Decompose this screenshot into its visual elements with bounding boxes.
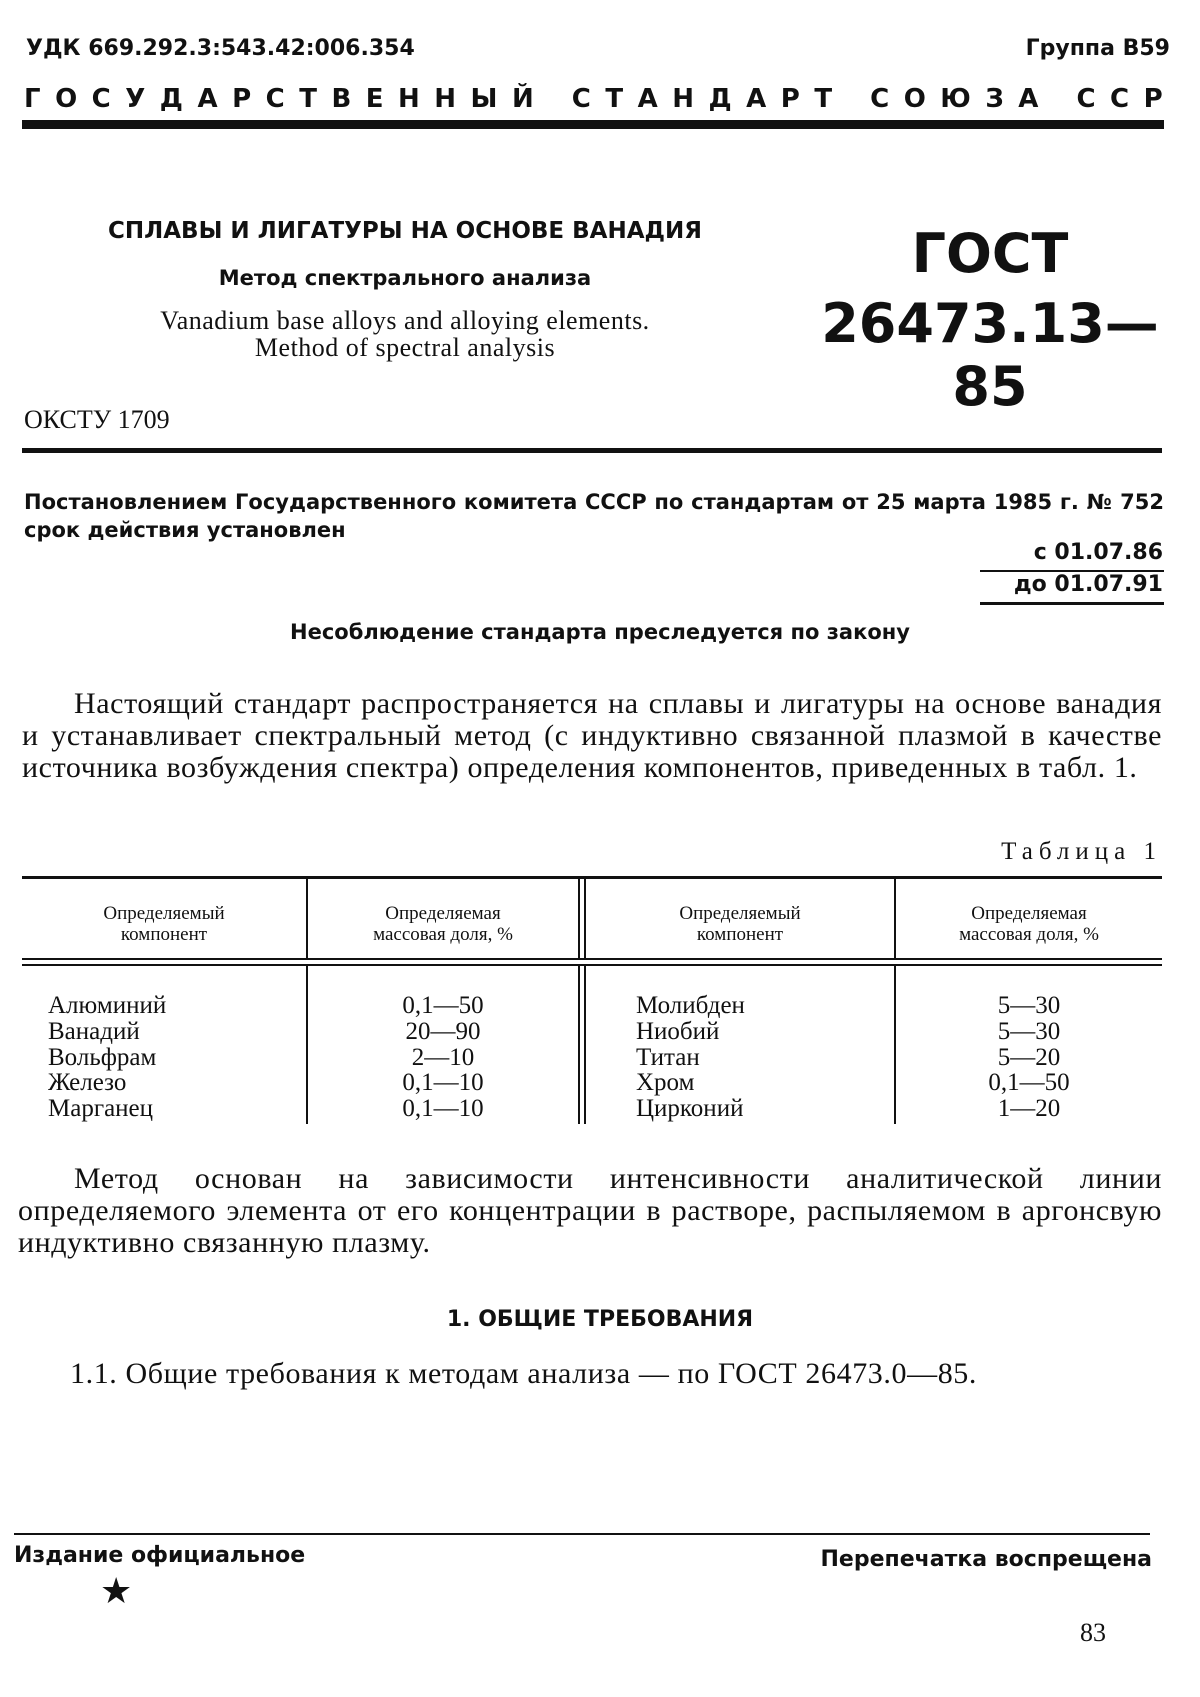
- state-standard-heading: ГОСУДАРСТВЕННЫЙ СТАНДАРТ СОЮЗА ССР: [24, 84, 1178, 114]
- table-cell-range: 2—10: [411, 1044, 475, 1071]
- table-header-component: [586, 903, 894, 945]
- table-header-fraction: [308, 903, 578, 945]
- okstu-code: ОКСТУ 1709: [24, 405, 170, 434]
- edition-label: Издание официальное: [14, 1543, 306, 1568]
- table-cell-component: Хром: [636, 1069, 695, 1096]
- table-cell-range: 20—90: [405, 1018, 481, 1045]
- table-cell-range: 0,1—10: [402, 1095, 484, 1122]
- table-cell-range: 5—20: [997, 1044, 1061, 1071]
- table-cell-range: 5—30: [997, 1018, 1061, 1045]
- header-line: Определяемая: [971, 903, 1087, 924]
- udk-code: УДК 669.292.3:543.42:006.354: [26, 36, 415, 61]
- table-cell-component: Молибден: [636, 992, 745, 1019]
- table-cell-range: 0,1—10: [402, 1069, 484, 1096]
- table-cell-component: Вольфрам: [48, 1044, 157, 1071]
- gost-label: ГОСТ: [911, 222, 1069, 285]
- clause-paragraph: 1.1. Общие требования к методам анализа — по ГОСТ 26473.0—85.: [70, 1357, 977, 1390]
- table-column-divider: [584, 966, 586, 1124]
- table-top-rule: [22, 876, 1162, 879]
- document-title: СПЛАВЫ И ЛИГАТУРЫ НА ОСНОВЕ ВАНАДИЯ: [108, 218, 702, 244]
- header-line: массовая доля, %: [373, 924, 513, 945]
- header-line: Определяемая: [385, 903, 501, 924]
- table-column-divider: [578, 966, 580, 1124]
- table-cell-range: 0,1—50: [402, 992, 484, 1019]
- effective-from: с 01.07.86: [1033, 540, 1163, 565]
- header-line: Определяемый: [103, 903, 225, 924]
- table-header-component: [22, 903, 306, 945]
- table-cell-component: Цирконий: [636, 1095, 744, 1122]
- header-line: массовая доля, %: [959, 924, 1099, 945]
- table-caption: Таблица 1: [1001, 838, 1162, 865]
- table-header-rule: [22, 964, 1162, 966]
- table-column-divider: [578, 879, 580, 958]
- section-rule: [22, 448, 1162, 453]
- decree-text: Постановлением Государственного комитета СССР по стандартам от 25 марта 1985 г. № 752 срок действия установлен: [24, 490, 1164, 542]
- english-title-line-1: Vanadium base alloys and alloying elements.: [160, 306, 650, 335]
- intro-paragraph: Настоящий стандарт распространяется на сплавы и лигатуры на основе ванадия и устанавливает спектральный метод (с индуктивно связанной плазмой в качестве источника возбуждения спектра) определения компонентов, приведенных в табл. 1.: [22, 687, 1162, 784]
- header-rule: [22, 120, 1164, 129]
- table-header-rule: [22, 958, 1162, 960]
- table-cell-range: 5—30: [997, 992, 1061, 1019]
- method-paragraph: Метод основан на зависимости интенсивности аналитической линии определяемого элемента от его концентрации в растворе, распыляемом в аргонсвую индуктивно связанную плазму.: [18, 1162, 1162, 1259]
- section-heading: 1. ОБЩИЕ ТРЕБОВАНИЯ: [446, 1307, 754, 1332]
- effective-to: до 01.07.91: [1013, 572, 1163, 597]
- english-title: [40, 307, 770, 361]
- footer-rule: [14, 1533, 1150, 1535]
- document-subtitle: Метод спектрального анализа: [218, 266, 592, 290]
- table-cell-range: 0,1—50: [988, 1069, 1070, 1096]
- header-line: компонент: [696, 924, 784, 945]
- page-number: 83: [1080, 1618, 1106, 1647]
- table-cell-component: Алюминий: [48, 992, 167, 1019]
- table-cell-component: Ванадий: [48, 1018, 140, 1045]
- table-cell-component: Ниобий: [636, 1018, 720, 1045]
- table-header-fraction: [896, 903, 1162, 945]
- table-cell-component: Титан: [636, 1044, 700, 1071]
- english-title-line-2: Method of spectral analysis: [254, 333, 556, 362]
- reprint-notice: Перепечатка воспрещена: [820, 1547, 1152, 1572]
- gost-number: 26473.13—85: [821, 292, 1159, 418]
- date-rule: [980, 602, 1164, 605]
- table-cell-range: 1—20: [997, 1095, 1061, 1122]
- group-code: Группа В59: [1025, 36, 1170, 61]
- star-icon: ★: [100, 1571, 133, 1611]
- legal-warning: Несоблюдение стандарта преследуется по закону: [290, 620, 910, 644]
- table-cell-component: Марганец: [48, 1095, 154, 1122]
- header-line: Определяемый: [679, 903, 801, 924]
- table-cell-component: Железо: [48, 1069, 127, 1096]
- header-line: компонент: [120, 924, 208, 945]
